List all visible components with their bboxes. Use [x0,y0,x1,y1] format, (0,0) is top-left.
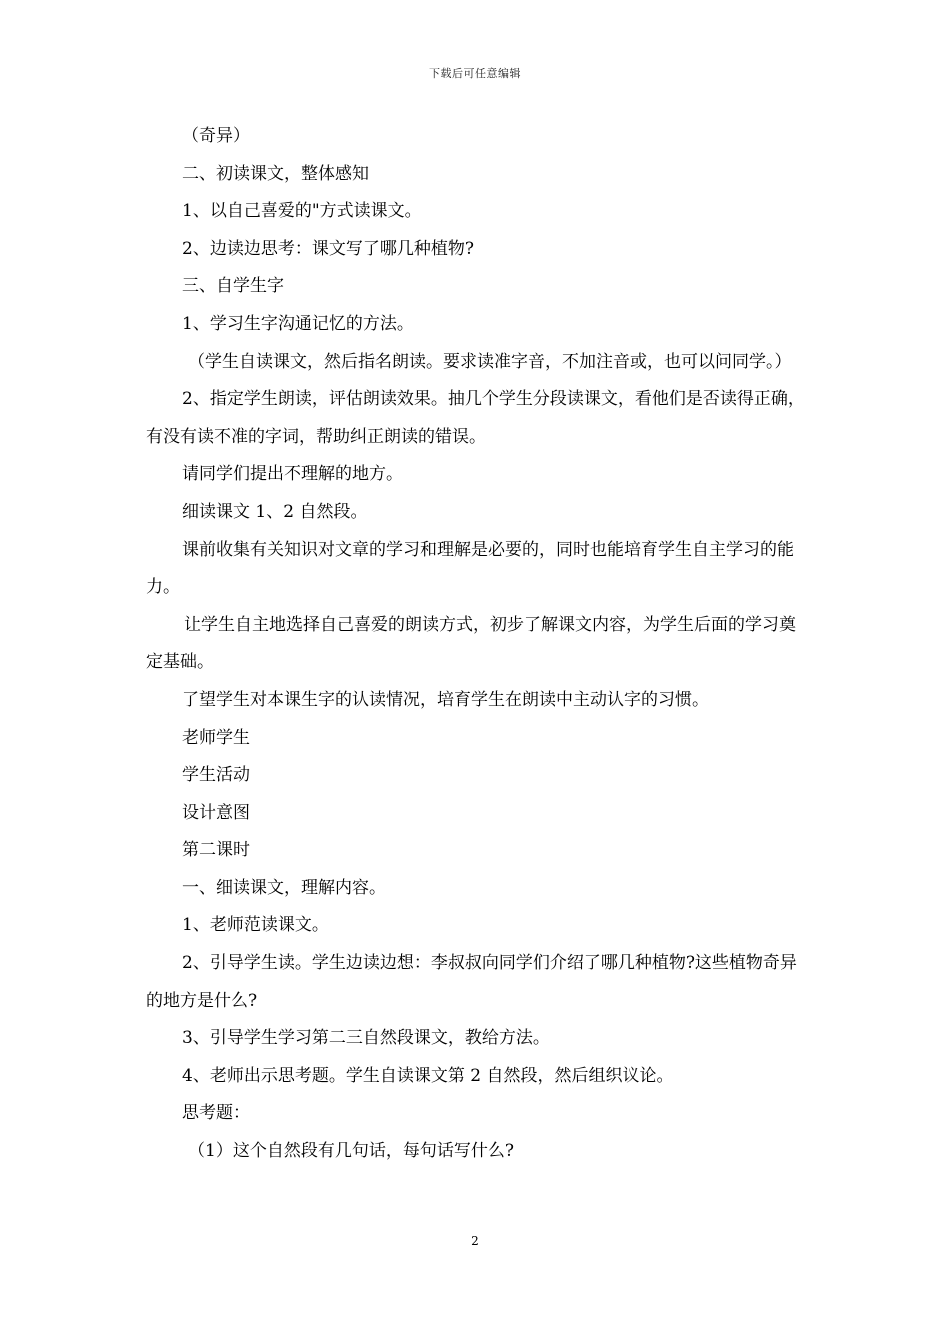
paragraph: （1）这个自然段有几句话，每句话写什么? [188,1141,514,1162]
section-heading: 一、细读课文，理解内容。 [182,877,386,898]
paragraph: 1、学习生字沟通记忆的方法。 [182,313,414,334]
paragraph: 细读课文 1、2 自然段。 [182,501,368,522]
document-body [146,118,810,1171]
paragraph: （奇异） [182,126,250,146]
paragraph [146,532,810,607]
page-header: 下载后可任意编辑 [429,67,521,80]
paragraph: 4、老师出示思考题。学生自读课文第 2 自然段，然后组织议论。 [182,1065,674,1086]
paragraph-text: 2、指定学生朗读，评估朗读效果。抽几个学生分段读课文，看他们是否读得正确，有没有读不准的字词，帮助纠正朗读的错误。 [146,389,805,447]
table-cell-text: 学生活动 [182,765,250,786]
paragraph [146,344,810,382]
section-heading: 三、自学生字 [182,276,284,297]
paragraph-text: 让学生自主地选择自己喜爱的朗读方式，初步了解课文内容，为学生后面的学习奠定基础。 [146,614,796,673]
table-cell-text: 老师学生 [182,727,250,748]
paragraph: 1、老师范读课文。 [182,915,329,936]
table-cell-text: 设计意图 [182,802,250,823]
paragraph [146,607,810,682]
section-heading: 二、初读课文，整体感知 [182,163,369,184]
section-heading: 第二课时 [182,840,250,861]
paragraph: 请同学们提出不理解的地方。 [182,464,403,485]
paragraph [146,945,810,1020]
paragraph: 思考题： [182,1103,250,1124]
paragraph: 1、以自己喜爱的"方式读课文。 [182,201,422,222]
paragraph [146,381,810,456]
paragraph: 了望学生对本课生字的认读情况，培育学生在朗读中主动认字的习惯。 [182,689,709,710]
page-number: 2 [471,1234,479,1248]
paragraph-text: 2、引导学生读。学生边读边想：李叔叔向同学们介绍了哪几种植物?这些植物奇异的地方是什么? [146,953,797,1011]
paragraph-text: 课前收集有关知识对文章的学习和理解是必要的，同时也能培育学生自主学习的能力。 [146,539,794,598]
paragraph-text: （学生自读课文，然后指名朗读。要求读准字音，不加注音或，也可以问同学。） [188,351,792,372]
paragraph: 2、边读边思考：课文写了哪几种植物? [182,238,474,259]
paragraph: 3、引导学生学习第二三自然段课文，教给方法。 [182,1028,550,1049]
